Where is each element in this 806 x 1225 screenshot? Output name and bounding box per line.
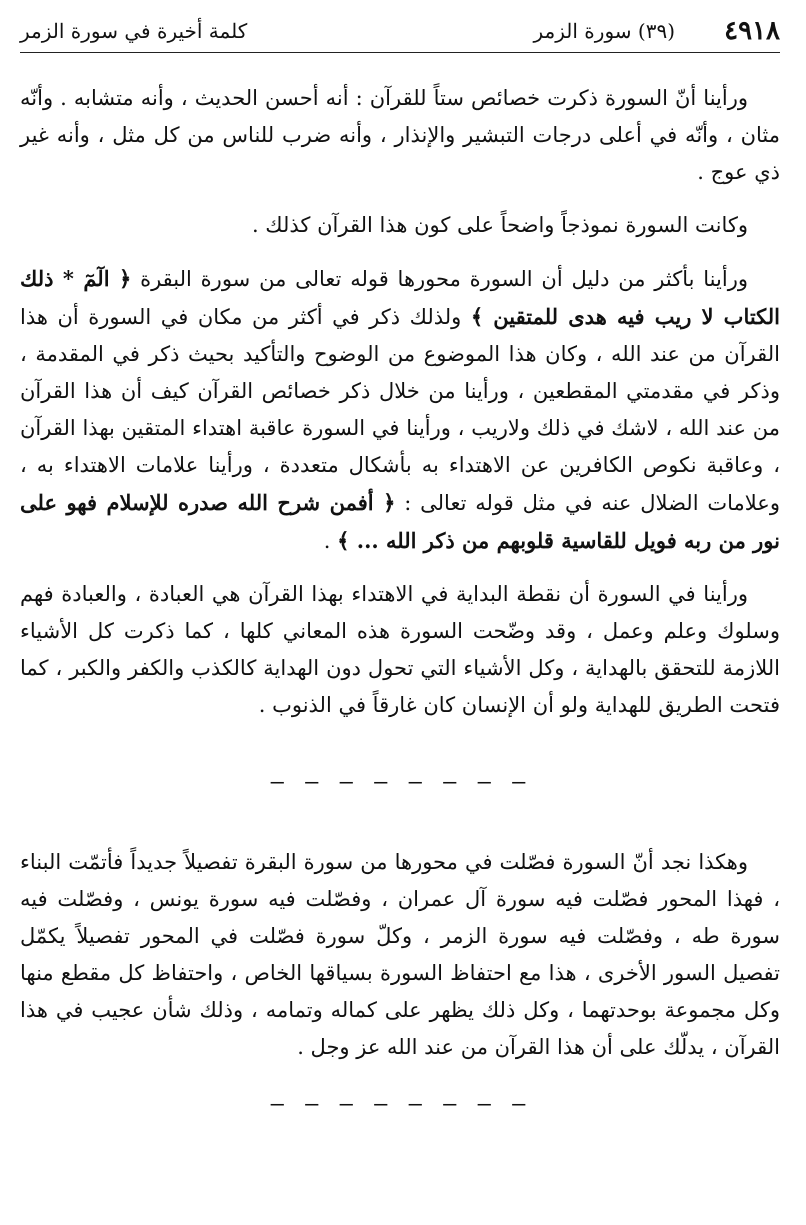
header-divider (20, 52, 780, 53)
quran-quote-zumar: ﴿ أفمن شرح الله صدره للإسلام فهو على نور من ربه فويل للقاسية قلوبهم من ذكر الله ... ﴾ (20, 490, 780, 553)
running-title: كلمة أخيرة في سورة الزمر (20, 19, 248, 43)
page-body (20, 80, 780, 1120)
paragraph-4: ورأينا في السورة أن نقطة البداية في الاهتداء بهذا القرآن هي العبادة ، والعبادة فهم وسلوك وعلم وعمل ، وقد وضّحت السورة هذه المعاني كلها ، كما ذكرت كل الأشياء اللازمة للتحقق بالهداية ، وكل الأشياء التي تحول دون الهداية كالكذب والكفر والكبر ، كما فتحت الطريق للهداية ولو أن الإنسان كان غارقاً في الذنوب . (20, 582, 780, 717)
quran-quote-baqarah: ﴿ الٓمٓ * ذلك الكتاب لا ريب فيه هدى للمتقين ﴾ (20, 266, 781, 329)
page-header (20, 14, 780, 50)
section-separator: — — — — — — — — (270, 770, 530, 795)
paragraph-3-text-b: ولذلك ذكر في أكثر من مكان في السورة أن هذا القرآن من عند الله ، وكان هذا الموضوع من الوضوح والتأكيد بحيث ذكر في المقدمة ، وذكر في مقدمتي المقطعين ، ورأينا من خلال ذكر خصائص القرآن كيف أن هذا القرآن من عند الله ، لاشك في ذلك ولاريب ، ورأينا في السورة عاقبة اهتداء المتقين بهذا القرآن ، وعاقبة نكوص الكافرين عن الاهتداء به بأشكال متعددة ، ورأينا علامات الاهتداء به ، وعلامات الضلال عنه في مثل قوله تعالى : (20, 305, 780, 515)
paragraph-3-text-c: . (323, 529, 331, 553)
end-separator: — — — — — — — — (270, 1092, 530, 1117)
paragraph-2: وكانت السورة نموذجاً واضحاً على كون هذا القرآن كذلك . (251, 213, 748, 237)
page-number: ٤٩١٨ (724, 16, 780, 46)
surah-title: (٣٩) سورة الزمر (533, 19, 675, 43)
book-page (20, 0, 780, 1225)
paragraph-3-text-a: ورأينا بأكثر من دليل أن السورة محورها قوله تعالى من سورة البقرة (140, 267, 748, 291)
paragraph-1: ورأينا أنّ السورة ذكرت خصائص ستاً للقرآن : أنه أحسن الحديث ، وأنه متشابه . وأنّه مثان ، وأنّه في أعلى درجات التبشير والإنذار ، وأنه ضرب للناس من كل مثل ، وأنه غير ذي عوج . (20, 86, 780, 184)
paragraph-5: وهكذا نجد أنّ السورة فصّلت في محورها من سورة البقرة تفصيلاً جديداً فأتمّت البناء ، فهذا المحور فصّلت فيه سورة آل عمران ، وفصّلت فيه سورة يونس ، وفصّلت فيه سورة طه ، وفصّلت فيه سورة الزمر ، وكلّ سورة فصّلت في المحور تفصيلاً يكمّل تفصيل السور الأخرى ، هذا مع احتفاظ السورة بسياقها الخاص ، واحتفاظ كل مقطع منها وكل مجموعة بوحدتهما ، وكل ذلك يظهر على كماله وتمامه ، وذلك شأن عجيب في هذا القرآن ، يدلّك على أن هذا القرآن من عند الله عز وجل . (20, 850, 780, 1059)
paragraph-3 (20, 260, 780, 560)
